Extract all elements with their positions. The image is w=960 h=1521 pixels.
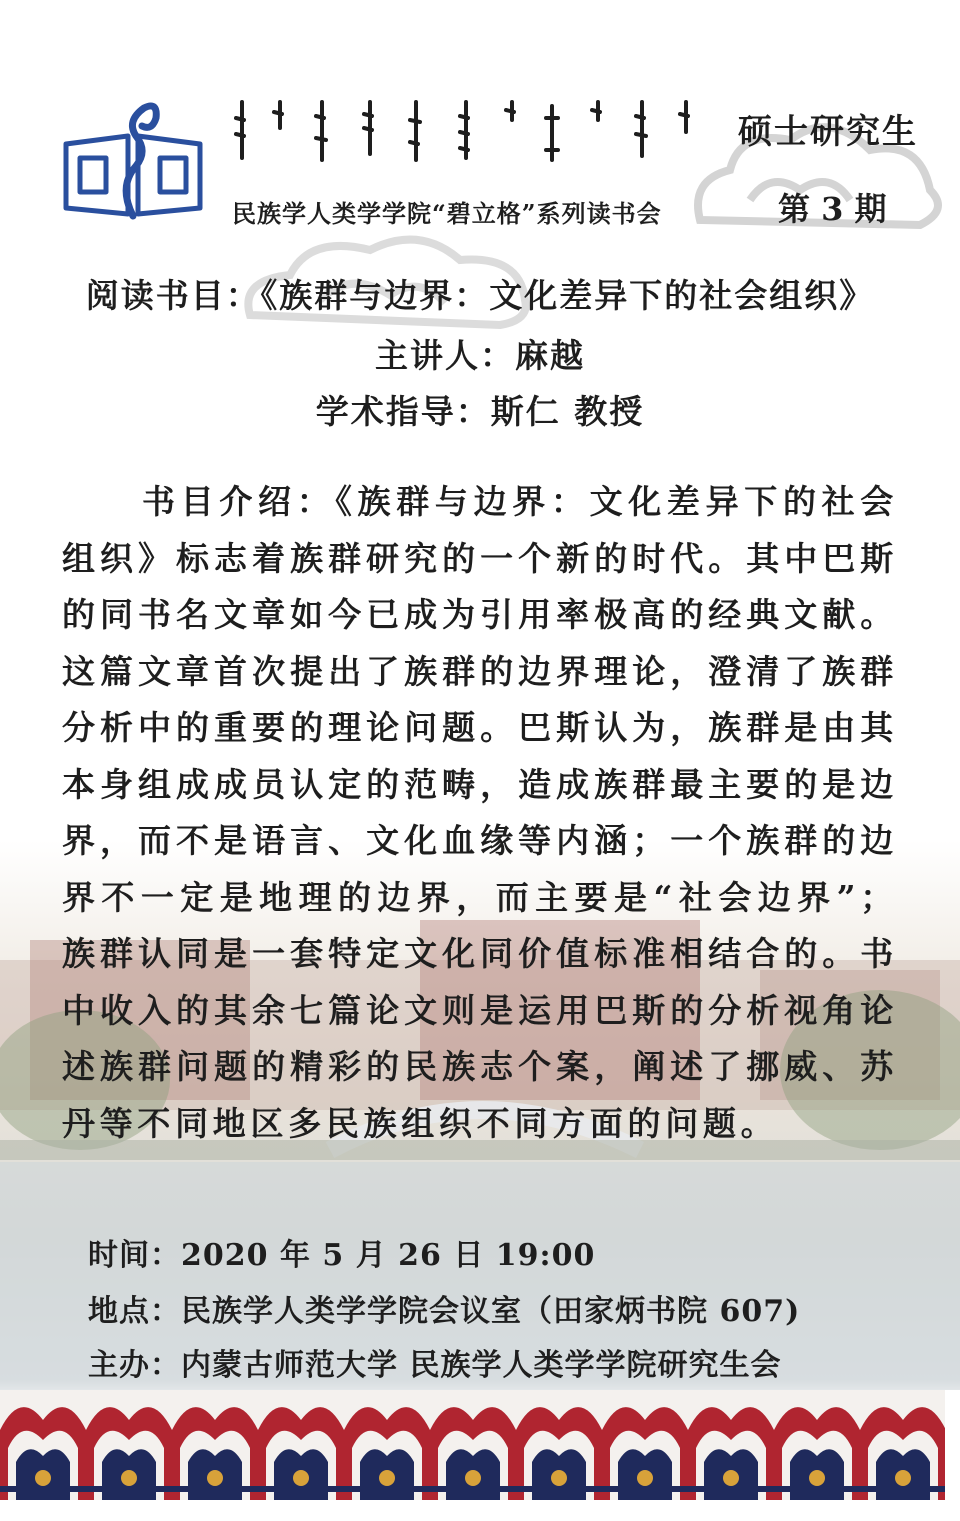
academic-advisor: 学术指导：斯仁 教授 (315, 392, 645, 431)
event-host: 主办：内蒙古师范大学 民族学人类学学院研究生会 (88, 1348, 782, 1383)
series-label: 民族学人类学学院“碧立格”系列读书会 (232, 199, 662, 228)
event-venue: 地点：民族学人类学学院会议室（田家炳书院 607) (88, 1294, 801, 1329)
speaker: 主讲人：麻越 (375, 336, 585, 375)
event-time: 时间：2020 年 5 月 26 日 19:00 (88, 1238, 596, 1273)
reading-club-logo (58, 96, 208, 226)
ornamental-border (0, 1390, 945, 1500)
mongolian-script-title (230, 98, 710, 168)
issue-number: 第 3 期 (778, 190, 887, 228)
book-title: 阅读书目：《族群与边界：文化差异下的社会组织》 (85, 276, 875, 315)
audience-level: 硕士研究生 (738, 112, 918, 152)
book-introduction: 书目介绍：《族群与边界：文化差异下的社会组织》标志着族群研究的一个新的时代。其中巴斯的同书名文章如今已成为引用率极高的经典文献。这篇文章首次提出了族群的边界理论，澄清了族群分析中的重要的理论问题。巴斯认为，族群是由其本身组成成员认定的范畴，造成族群最主要的是边界，而不是语言、文化血缘等内涵；一个族群的边界不一定是地理的边界，而主要是“社会边界”；族群认同是一套特定文化同价值标准相结合的。书中收入的其余七篇论文则是运用巴斯的分析视角论述族群问题的精彩的民族志个案，阐述了挪威、苏丹等不同地区多民族组织不同方面的问题。 (62, 482, 898, 1143)
